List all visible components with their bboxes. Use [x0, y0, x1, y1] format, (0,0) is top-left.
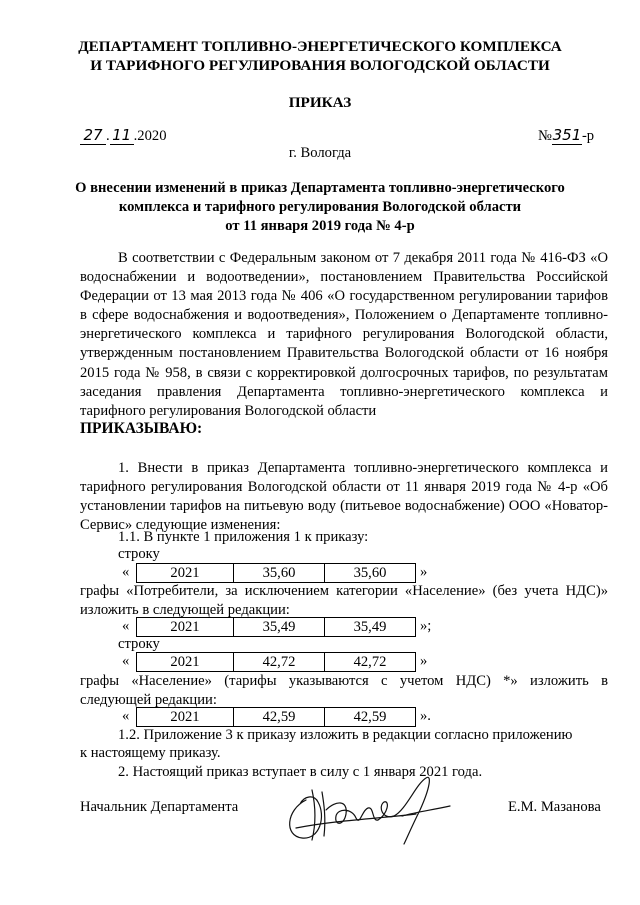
table4-close-quote: ».: [420, 708, 431, 724]
date-month: 11: [110, 126, 134, 145]
number-value: 351: [552, 126, 582, 144]
item1-text: 1. Внести в приказ Департамента топливно-энергетического комплекса и тарифного регулирования Вологодской области от 11 января 2019 года № 4-р «Об установлении тарифов на питьевую воду (питьевое водоснабжение) ООО «Новатор-Сервис» следующие изменения:: [80, 460, 608, 534]
subject-line2: комплекса и тарифного регулирования Вологодской области: [118, 199, 522, 215]
table-cell-value2: 42,72: [325, 653, 416, 672]
signatory-position: Начальник Департамента: [80, 799, 239, 815]
item1-text-d: следующей редакции:: [80, 692, 217, 708]
table4: [136, 707, 416, 727]
order-date: 27 . 11 .2020: [80, 126, 167, 145]
table-cell-year: 2021: [137, 708, 234, 727]
table-cell-value2: 42,59: [325, 708, 416, 727]
table-cell-value1: 35,60: [234, 564, 325, 583]
table-cell-value1: 35,49: [234, 618, 325, 637]
item1-sub2-line1: 1.2. Приложение 3 к приказу изложить в редакции согласно приложению: [118, 727, 573, 743]
table-cell-value2: 35,60: [325, 564, 416, 583]
table2-close-quote: »;: [420, 618, 432, 634]
item2-text: 2. Настоящий приказ вступает в силу с 1 января 2021 года.: [118, 764, 483, 780]
table1-close-quote: »: [420, 564, 428, 580]
table3: [136, 652, 416, 672]
item1-sub1: 1.1. В пункте 1 приложения 1 к приказу:: [118, 529, 369, 545]
table-cell-value2: 35,49: [325, 618, 416, 637]
signatory-name: Е.М. Мазанова: [508, 799, 601, 815]
date-day: 27: [80, 126, 106, 145]
subject-line1: О внесении изменений в приказ Департамента топливно-энергетического: [75, 180, 565, 196]
table-cell-year: 2021: [137, 564, 234, 583]
table3-open-quote: «: [122, 653, 130, 669]
table-row: [137, 564, 416, 583]
table-row: [137, 708, 416, 727]
subject-line3: от 11 января 2019 года № 4-р: [225, 218, 415, 234]
document-type: ПРИКАЗ: [288, 94, 352, 111]
table4-open-quote: «: [122, 708, 130, 724]
table-cell-year: 2021: [137, 618, 234, 637]
preamble: В соответствии с Федеральным законом от 7 декабря 2011 года № 416-ФЗ «О водоснабжении и водоотведении», постановлением Правительства Российской Федерации от 13 мая 2013 года № 406 «О государственном регулировании тарифов в сфере водоснабжения и водоотведения», Положением о Департаменте топливно-энергетического комплекса и тарифного регулирования Вологодской области, утвержденным постановлением Правительства Вологодской области от 16 ноября 2015 года № 958, в связи с корректировкой долгосрочных тарифов, по результатам заседания правления Департамента топливно-энергетического комплекса и тарифного регулирования Вологодской области: [80, 250, 608, 419]
item1-sub2-line2: к настоящему приказу.: [80, 745, 221, 761]
city: г. Вологда: [288, 145, 352, 161]
handwritten-signature: [266, 770, 466, 850]
table2: [136, 617, 416, 637]
table-row: [137, 618, 416, 637]
table2-open-quote: «: [122, 618, 130, 634]
order-number: [538, 126, 594, 145]
number-prefix: №: [538, 128, 552, 144]
table1: [136, 563, 416, 583]
date-year: .2020: [133, 128, 167, 144]
table-cell-year: 2021: [137, 653, 234, 672]
table-cell-value1: 42,59: [234, 708, 325, 727]
number-suffix: -р: [581, 128, 595, 144]
row-word-1: строку: [118, 546, 160, 562]
item1-text-a: графы «Потребители, за исключением категории «Население» (без учета НДС)»: [80, 583, 608, 599]
table-row: [137, 653, 416, 672]
table-cell-value1: 42,72: [234, 653, 325, 672]
order-word: ПРИКАЗЫВАЮ:: [80, 420, 203, 437]
department-name-line2: И ТАРИФНОГО РЕГУЛИРОВАНИЯ ВОЛОГОДСКОЙ ОБЛАСТИ: [90, 57, 550, 74]
table1-open-quote: «: [122, 564, 130, 580]
table3-close-quote: »: [420, 653, 428, 669]
item1-text-b: изложить в следующей редакции:: [80, 602, 290, 618]
department-name-line1: ДЕПАРТАМЕНТ ТОПЛИВНО-ЭНЕРГЕТИЧЕСКОГО КОМПЛЕКСА: [78, 38, 562, 55]
row-word-2: строку: [118, 636, 160, 652]
item1-text-c: графы «Население» (тарифы указываются с учетом НДС) *» изложить в: [80, 673, 608, 689]
